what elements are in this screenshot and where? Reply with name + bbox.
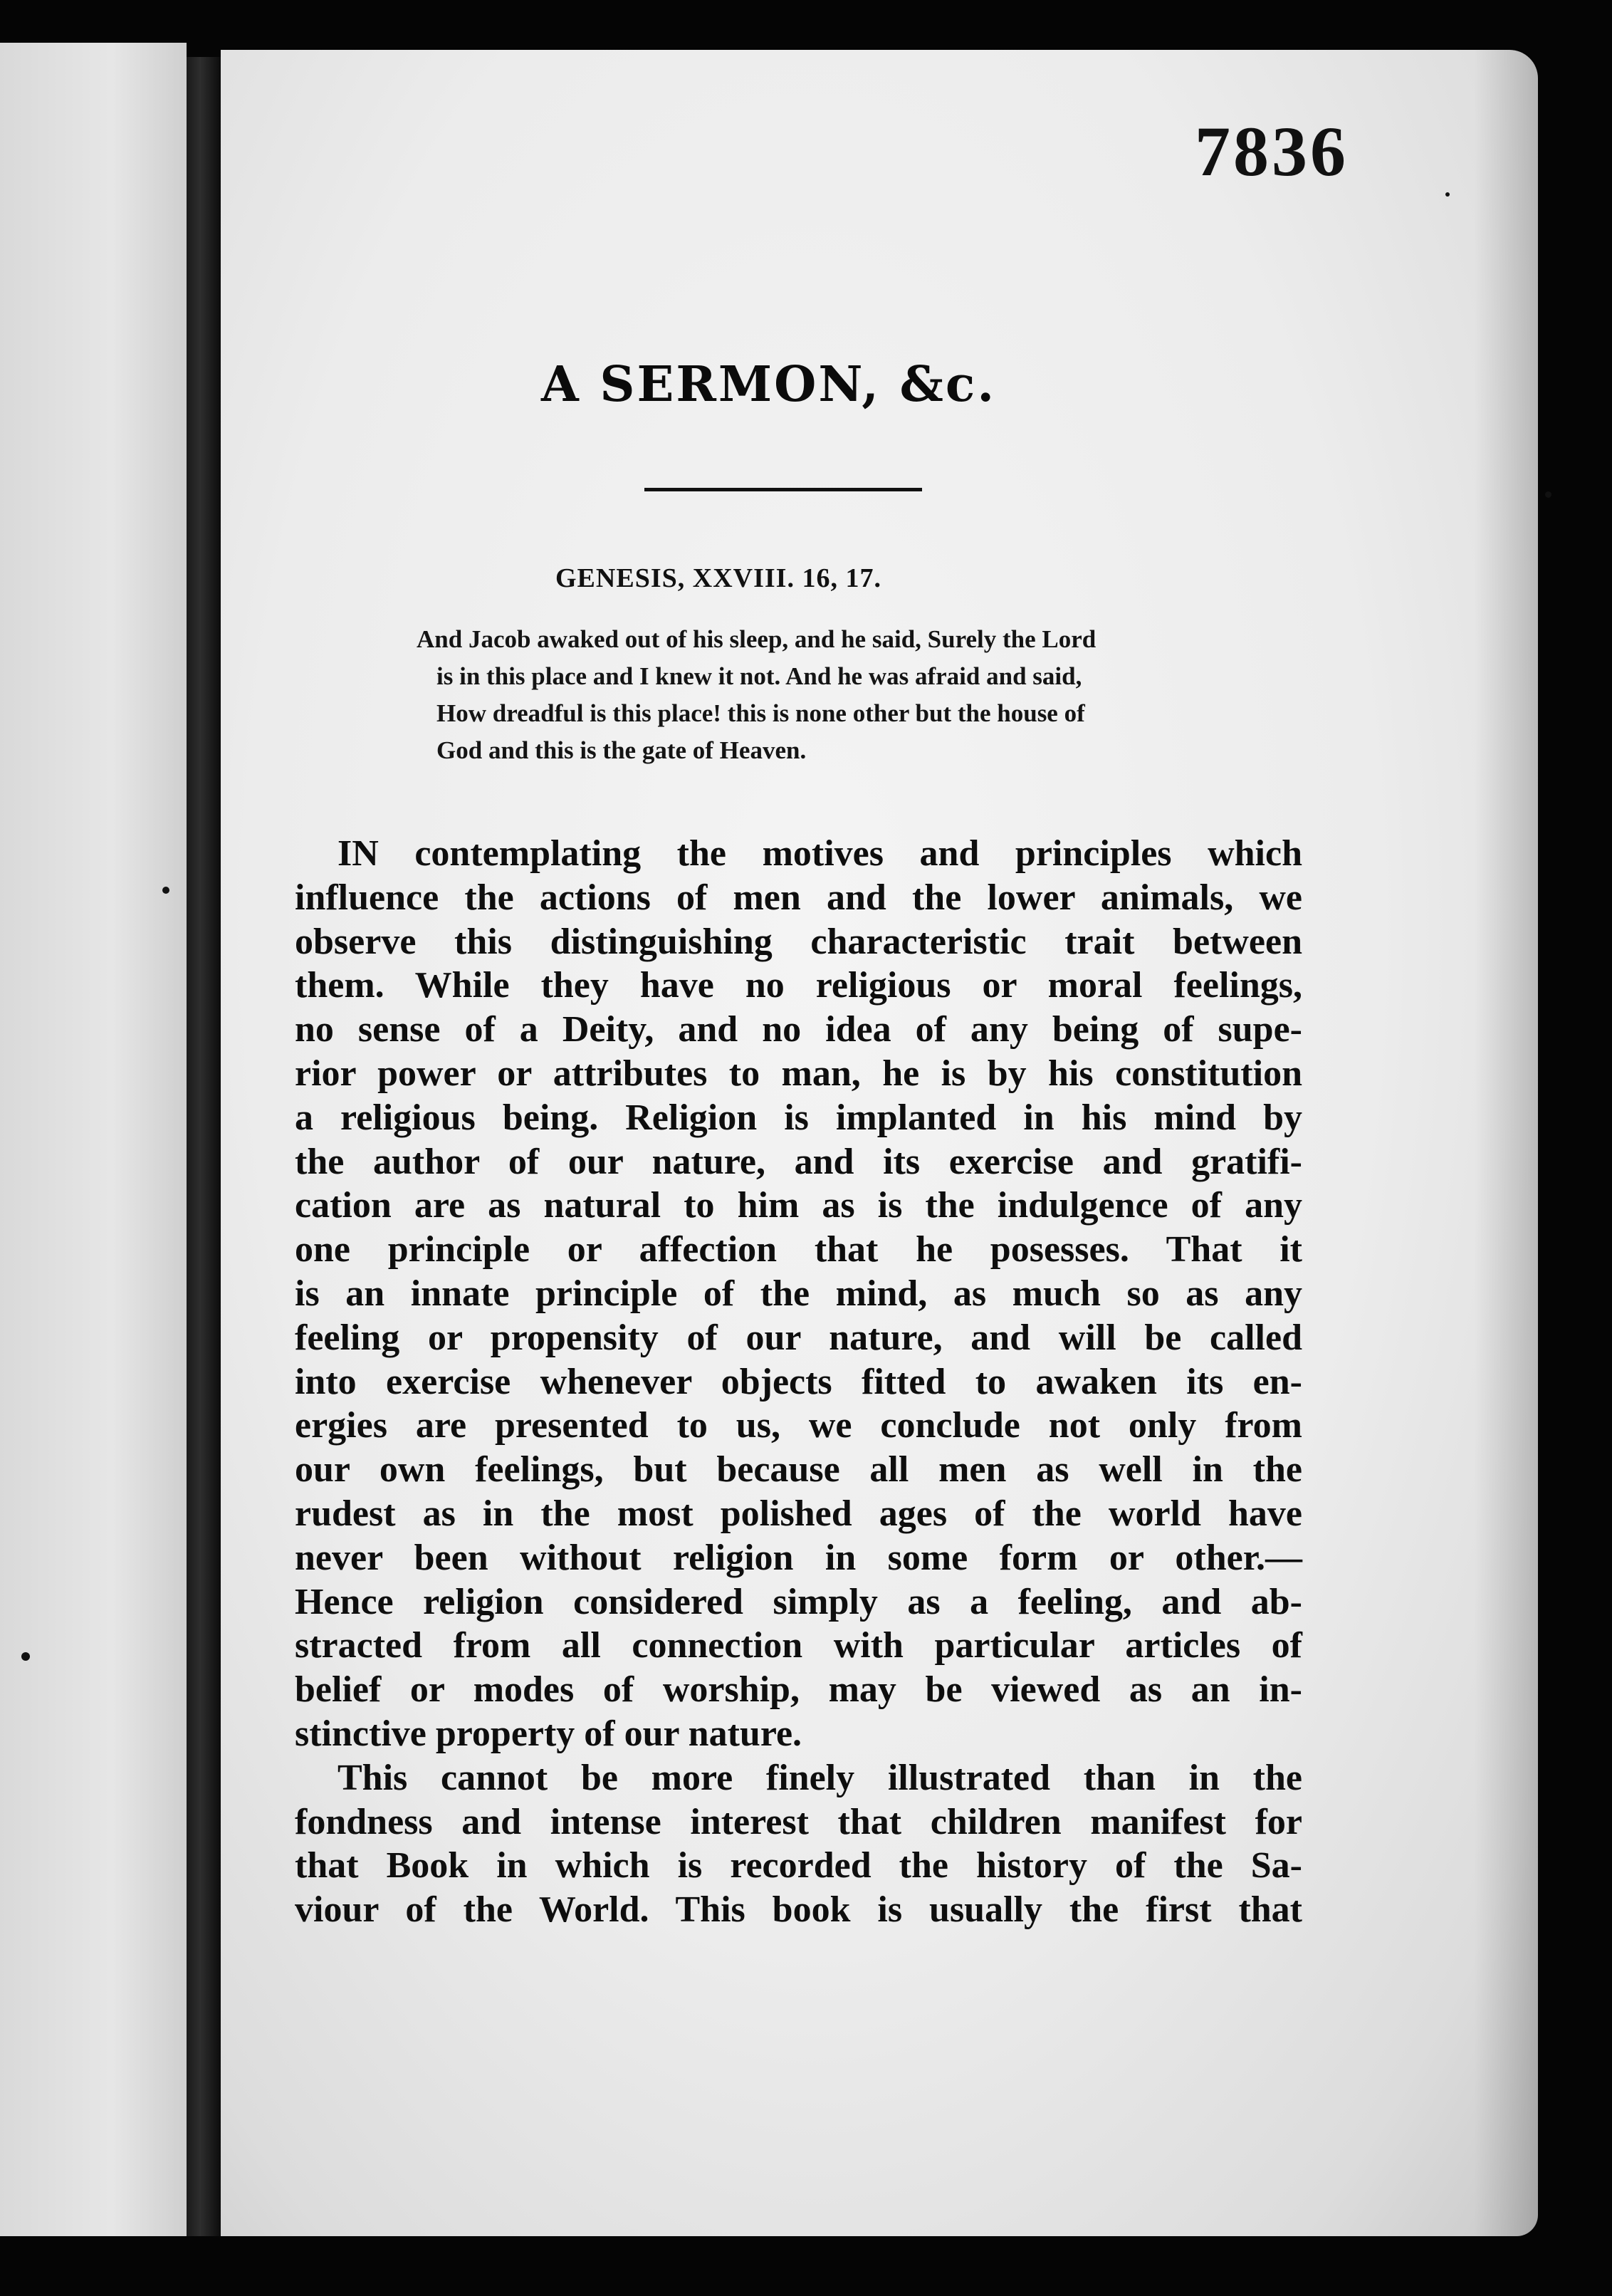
- body-line: cation are as natural to him as is the indulgence of any: [295, 1185, 1302, 1226]
- book-spine: [187, 57, 221, 2236]
- body-line: IN contemplating the motives and principles which: [337, 833, 1302, 874]
- verse-line: is in this place and I knew it not. And he was afraid and said,: [436, 662, 1082, 690]
- page-edge-shadow: [1474, 50, 1538, 2236]
- title-divider: [644, 488, 922, 491]
- scripture-reference: GENESIS, XXVIII. 16, 17.: [555, 563, 881, 593]
- scripture-verse: [417, 621, 1299, 769]
- body-line: stracted from all connection with particular articles of: [295, 1625, 1302, 1666]
- body-line: rior power or attributes to man, he is by his constitution: [295, 1053, 1302, 1094]
- body-line: feeling or propensity of our nature, and will be called: [295, 1317, 1302, 1358]
- body-line: never been without religion in some form or other.—: [295, 1537, 1302, 1578]
- body-line: our own feelings, but because all men as well in the: [295, 1449, 1302, 1491]
- scan-speck: [21, 1652, 30, 1661]
- body-line: the author of our nature, and its exercise and gratifi-: [295, 1141, 1302, 1182]
- scan-speck: [1545, 491, 1551, 498]
- body-line: Hence religion considered simply as a feeling, and ab-: [295, 1581, 1302, 1622]
- verse-line: God and this is the gate of Heaven.: [436, 736, 807, 764]
- body-line: rudest as in the most polished ages of the world have: [295, 1493, 1302, 1534]
- scan-speck: [1445, 192, 1450, 197]
- sermon-body: [295, 832, 1302, 1932]
- body-line: ergies are presented to us, we conclude not only from: [295, 1405, 1302, 1446]
- body-line: is an innate principle of the mind, as much so as any: [295, 1273, 1302, 1314]
- scan-speck: [162, 887, 169, 894]
- page-number: 7836: [1195, 112, 1349, 191]
- body-line: influence the actions of men and the lower animals, we: [295, 877, 1302, 918]
- body-line: them. While they have no religious or moral feelings,: [295, 965, 1302, 1006]
- body-line: one principle or affection that he posesses. That it: [295, 1229, 1302, 1270]
- body-line: no sense of a Deity, and no idea of any being of supe-: [295, 1009, 1302, 1050]
- body-line: into exercise whenever objects fitted to awaken its en-: [295, 1361, 1302, 1402]
- body-line: This cannot be more finely illustrated than in the: [337, 1757, 1302, 1798]
- verse-line: And Jacob awaked out of his sleep, and he said, Surely the Lord: [417, 625, 1097, 653]
- body-line: belief or modes of worship, may be viewed as an in-: [295, 1669, 1302, 1711]
- body-line: that Book in which is recorded the history of the Sa-: [295, 1845, 1302, 1887]
- body-line: stinctive property of our nature.: [295, 1713, 802, 1754]
- body-line: observe this distinguishing characteristic trait between: [295, 921, 1302, 962]
- body-line: fondness and intense interest that children manifest for: [295, 1801, 1302, 1842]
- body-line: a religious being. Religion is implanted in his mind by: [295, 1097, 1302, 1138]
- page-title: A SERMON, &c.: [541, 356, 997, 413]
- body-line: viour of the World. This book is usually the first that: [295, 1889, 1302, 1931]
- previous-page-edge: [0, 43, 187, 2236]
- verse-line: How dreadful is this place! this is none other but the house of: [436, 699, 1085, 727]
